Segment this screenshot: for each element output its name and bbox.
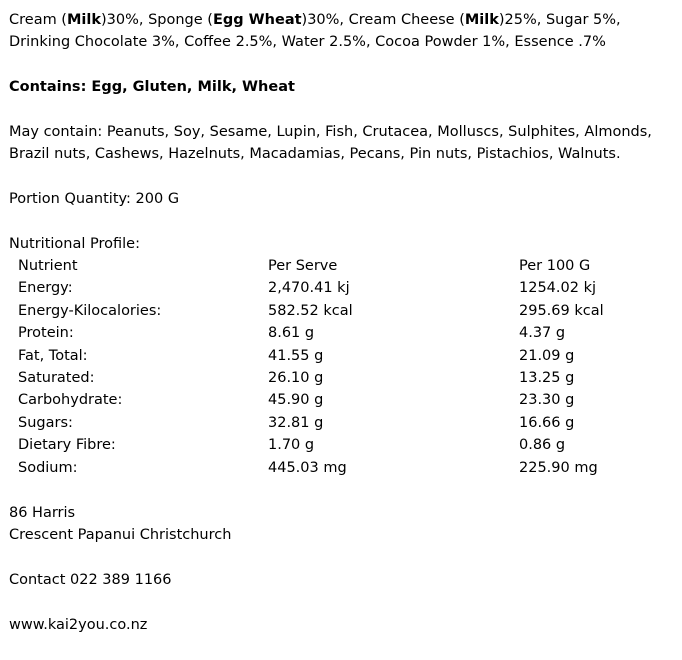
nutrient-name: Sodium:: [18, 459, 78, 476]
nutrient-name: Carbohydrate:: [18, 392, 123, 409]
per-100g-value: 1254.02 kj: [519, 280, 596, 297]
per-100g-value: 295.69 kcal: [519, 302, 604, 319]
may-contain-line-1: May contain: Peanuts, Soy, Sesame, Lupin, Fish, Crutacea, Molluscs, Sulphites, Almonds,: [9, 124, 652, 140]
table-row: [18, 367, 679, 389]
nutrient-name: Saturated:: [18, 369, 95, 386]
contact-phone: Contact 022 389 1166: [9, 571, 172, 588]
address-block: [9, 502, 682, 546]
nutrient-name: Energy:: [18, 280, 73, 297]
ingredients-text: )30%, Cream Cheese (: [301, 12, 465, 28]
address-line-1: 86 Harris: [9, 504, 76, 521]
per-serve-value: 2,470.41 kj: [268, 280, 350, 297]
nutrition-table: [18, 255, 679, 479]
header-per-100g: Per 100 G: [519, 258, 591, 274]
header-nutrient: Nutrient: [18, 258, 78, 274]
nutrient-name: Sugars:: [18, 414, 73, 431]
table-row: [18, 277, 679, 299]
table-row: [18, 457, 679, 479]
website-link[interactable]: www.kai2you.co.nz: [9, 616, 148, 633]
per-100g-value: 13.25 g: [519, 369, 575, 386]
ingredients-text: )30%, Sponge (: [100, 12, 213, 28]
per-serve-value: 26.10 g: [268, 369, 324, 386]
per-100g-value: 225.90 mg: [519, 459, 598, 476]
table-row: [18, 389, 679, 411]
per-serve-value: 45.90 g: [268, 392, 324, 409]
per-serve-value: 41.55 g: [268, 347, 324, 364]
per-serve-value: 32.81 g: [268, 414, 324, 431]
address-line-2: Crescent Papanui Christchurch: [9, 526, 232, 543]
contains-block: [9, 76, 682, 98]
table-row: [18, 300, 679, 322]
per-serve-value: 582.52 kcal: [268, 302, 353, 319]
per-100g-value: 4.37 g: [519, 325, 566, 342]
contains-statement: Contains: Egg, Gluten, Milk, Wheat: [9, 79, 295, 95]
nutrient-name: Energy-Kilocalories:: [18, 302, 162, 319]
portion-block: [9, 188, 682, 210]
table-row: [18, 434, 679, 456]
ingredients-text: )25%, Sugar 5%,: [498, 12, 621, 28]
ingredients-line-2: Drinking Chocolate 3%, Coffee 2.5%, Water 2.5%, Cocoa Powder 1%, Essence .7%: [9, 34, 606, 50]
contact-block: [9, 569, 682, 591]
table-row: [18, 345, 679, 367]
may-contain-block: [9, 121, 682, 165]
nutrient-name: Dietary Fibre:: [18, 437, 116, 454]
table-row: [18, 412, 679, 434]
per-100g-value: 23.30 g: [519, 392, 575, 409]
per-serve-value: 1.70 g: [268, 437, 315, 454]
nutrition-block: [9, 233, 682, 479]
header-per-serve: Per Serve: [268, 258, 338, 274]
ingredients-block: [9, 9, 682, 53]
allergen-milk: Milk: [464, 12, 499, 28]
table-row: [18, 322, 679, 344]
allergen-milk: Milk: [66, 12, 101, 28]
may-contain-line-2: Brazil nuts, Cashews, Hazelnuts, Macadamias, Pecans, Pin nuts, Pistachios, Walnuts.: [9, 146, 621, 162]
nutrient-name: Protein:: [18, 325, 74, 342]
per-100g-value: 21.09 g: [519, 347, 575, 364]
ingredients-line-1: [9, 9, 682, 31]
per-serve-value: 445.03 mg: [268, 459, 347, 476]
per-serve-value: 8.61 g: [268, 325, 315, 342]
nutrition-heading: Nutritional Profile:: [9, 236, 140, 252]
per-100g-value: 0.86 g: [519, 437, 566, 454]
nutrition-header-row: [18, 255, 679, 277]
portion-quantity: Portion Quantity: 200 G: [9, 191, 180, 207]
nutrient-name: Fat, Total:: [18, 347, 88, 364]
per-100g-value: 16.66 g: [519, 414, 575, 431]
ingredients-text: Cream (: [9, 12, 67, 28]
allergen-egg-wheat: Egg Wheat: [212, 12, 302, 28]
website-block: [9, 614, 682, 636]
